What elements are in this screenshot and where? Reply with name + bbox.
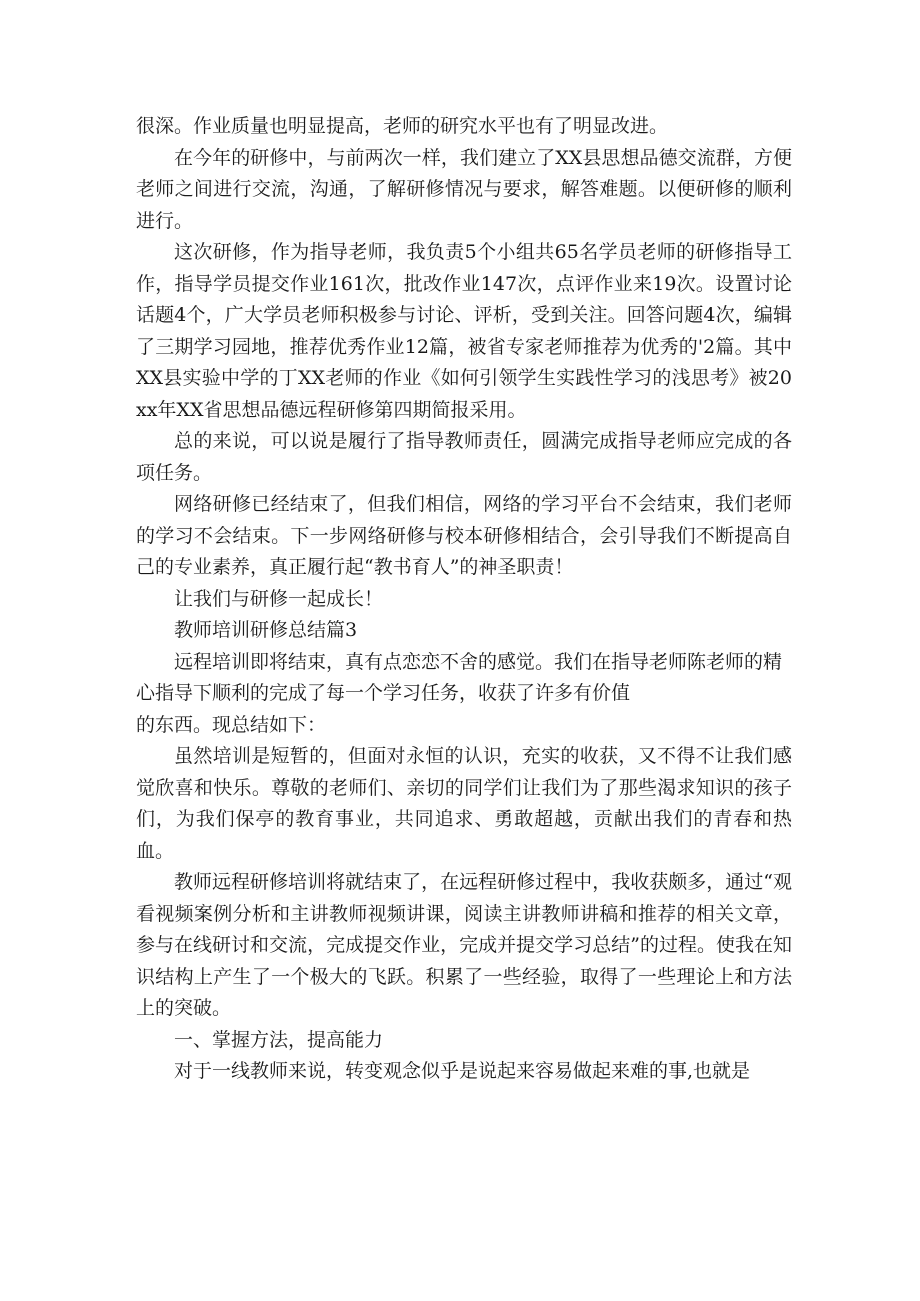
paragraph-summary-duty: 总的来说，可以说是履行了指导教师责任，圆满完成指导老师应完成的各项任务。 xyxy=(136,430,792,484)
paragraph-guidance-work: 这次研修，作为指导老师，我负责5个小组共65名学员老师的研修指导工作，指导学员提交作业161次，批改作业147次，点评作业来19次。设置讨论话题4个，广大学员老师积极参与讨论、评析，受到关注。回答问题4次，编辑了三期学习园地，推荐优秀作业12篇，被省专家老师推荐为优秀的'2篇。其中XX县实验中学的丁XX老师的作业《如何引领学生实践性学习的浅思考》被20xx年XX省思想品德远程研修第四期简报采用。 xyxy=(136,241,792,421)
section-heading-part3: 教师培训研修总结篇3 xyxy=(174,619,358,641)
document-body xyxy=(136,111,792,1088)
paragraph-remote-training: 远程培训即将结束，真有点恋恋不舍的感觉。我们在指导老师陈老师的精心指导下顺利的完成了每一个学习任务，收获了许多有价值 xyxy=(136,650,783,704)
paragraph-exchange-group: 在今年的研修中，与前两次一样，我们建立了XX县思想品德交流群，方便老师之间进行交流，沟通，了解研修情况与要求，解答难题。以便研修的顺利进行。 xyxy=(136,146,792,232)
paragraph-remote-training-tail: 的东西。现总结如下： xyxy=(136,713,327,736)
paragraph-online-learning: 网络研修已经结束了，但我们相信，网络的学习平台不会结束，我们老师的学习不会结束。下一步网络研修与校本研修相结合，会引导我们不断提高自己的专业素养，真正履行起“教书育人”的神圣职责！ xyxy=(136,493,792,578)
paragraph-change-concepts: 对于一线教师来说，转变观念似乎是说起来容易做起来难的事,也就是 xyxy=(174,1060,751,1082)
paragraph-grow-together: 让我们与研修一起成长！ xyxy=(174,587,384,610)
paragraph-short-training: 虽然培训是短暂的，但面对永恒的认识，充实的收获，又不得不让我们感觉欣喜和快乐。尊敬的老师们、亲切的同学们让我们为了那些渴求知识的孩子们，为我们保亭的教育事业，共同追求、勇敢超越，贡献出我们的青春和热血。 xyxy=(136,745,792,862)
paragraph-continuation: 很深。作业质量也明显提高，老师的研究水平也有了明显改进。 xyxy=(136,115,669,137)
subheading-master-methods: 一、掌握方法，提高能力 xyxy=(174,1028,384,1051)
paragraph-remote-gains: 教师远程研修培训将就结束了，在远程研修过程中，我收获颇多，通过“观看视频案例分析和主讲教师视频讲课，阅读主讲教师讲稿和推荐的相关文章，参与在线研讨和交流，完成提交作业，完成并提交学习总结”的过程。使我在知识结构上产生了一个极大的飞跃。积累了一些经验，取得了一些理论上和方法上的突破。 xyxy=(136,871,792,1019)
